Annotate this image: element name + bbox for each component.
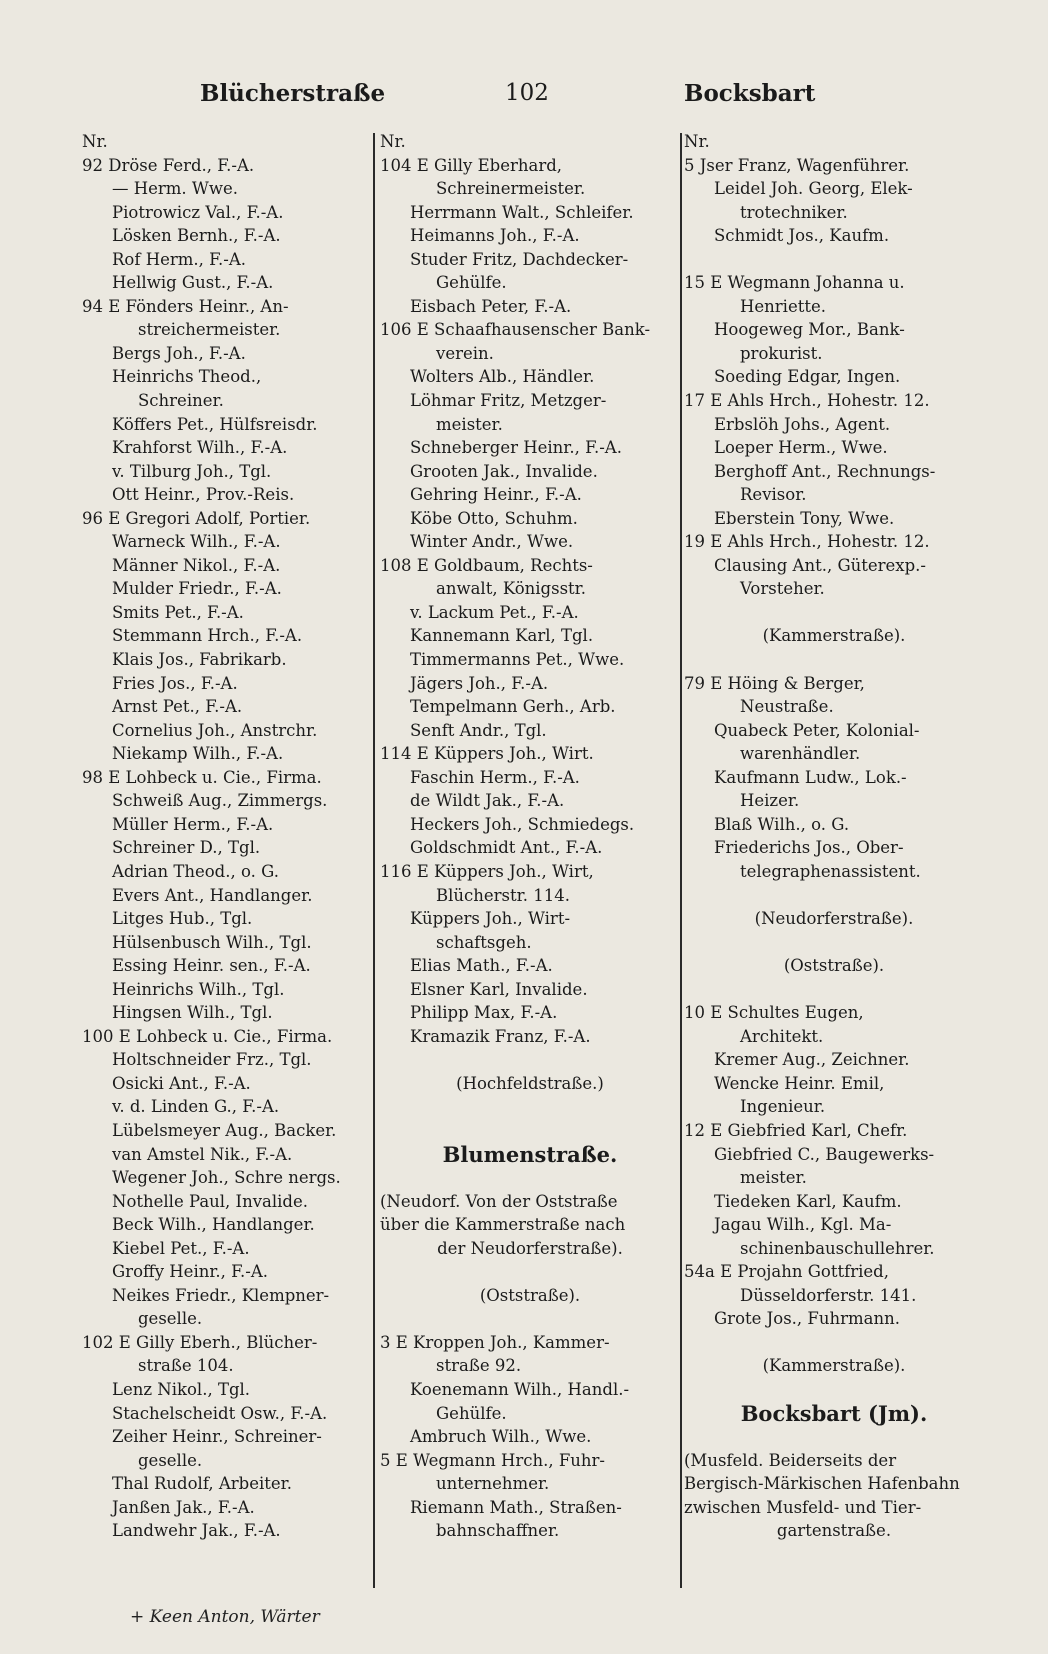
- directory-entry: Heizer.: [740, 791, 800, 811]
- directory-entry: 19 E Ahls Hrch., Hohestr. 12.: [684, 532, 930, 552]
- directory-entry: Elsner Karl, Invalide.: [410, 979, 588, 999]
- directory-entry: Schneberger Heinr., F.-A.: [410, 438, 622, 458]
- directory-entry: Niekamp Wilh., F.-A.: [112, 744, 284, 764]
- directory-entry: Küppers Joh., Wirt-: [410, 909, 571, 929]
- directory-entry: (Neudorf. Von der Oststraße: [380, 1191, 618, 1211]
- handwritten-note: + Keen Anton, Wärter: [130, 1607, 320, 1627]
- directory-entry: 92 Dröse Ferd., F.-A.: [82, 155, 255, 175]
- directory-entry: Senft Andr., Tgl.: [410, 720, 547, 740]
- directory-entry: Faschin Herm., F.-A.: [410, 767, 580, 787]
- directory-entry: unternehmer.: [436, 1474, 550, 1494]
- directory-entry: bahnschaffner.: [436, 1521, 560, 1541]
- directory-entry: [684, 1331, 984, 1355]
- directory-entry: (Oststraße).: [783, 956, 885, 976]
- directory-entry: 54a E Projahn Gottfried,: [684, 1262, 889, 1282]
- directory-entry: Müller Herm., F.-A.: [112, 814, 274, 834]
- directory-entry: [380, 1119, 680, 1143]
- directory-entry: Wolters Alb., Händler.: [410, 367, 595, 387]
- directory-entry: trotechniker.: [740, 202, 848, 222]
- directory-entry: Koenemann Wilh., Handl.-: [410, 1379, 630, 1399]
- directory-entry: de Wildt Jak., F.-A.: [410, 791, 565, 811]
- directory-entry: [684, 978, 984, 1002]
- directory-entry: Erbslöh Johs., Agent.: [714, 414, 891, 434]
- directory-entry: Nr.: [684, 132, 710, 151]
- directory-entry: Kiebel Pet., F.-A.: [112, 1238, 250, 1258]
- directory-entry: 102 E Gilly Eberh., Blücher-: [82, 1332, 318, 1352]
- directory-entry: v. d. Linden G., F.-A.: [112, 1097, 280, 1117]
- directory-entry: 15 E Wegmann Johanna u.: [684, 273, 905, 293]
- directory-entry: [684, 248, 984, 272]
- directory-entry: [684, 1378, 984, 1402]
- directory-entry: [684, 1425, 984, 1449]
- directory-entry: [380, 1095, 680, 1119]
- directory-entry: Friederichs Jos., Ober-: [714, 838, 904, 858]
- directory-entry: Bergisch-Märkischen Hafenbahn: [684, 1474, 960, 1494]
- directory-entry: [684, 931, 984, 955]
- directory-entry: Janßen Jak., F.-A.: [112, 1497, 255, 1517]
- directory-entry: Blücherstr. 114.: [436, 885, 570, 905]
- directory-entry: prokurist.: [740, 343, 823, 363]
- directory-entry: Männer Nikol., F.-A.: [112, 555, 281, 575]
- directory-entry: Architekt.: [740, 1026, 824, 1046]
- directory-entry: Schreiner.: [138, 391, 224, 411]
- directory-entry: Loeper Herm., Wwe.: [714, 438, 888, 458]
- column-divider-2: [680, 133, 682, 1588]
- directory-entry: Piotrowicz Val., F.-A.: [112, 202, 284, 222]
- directory-entry: Stachelscheidt Osw., F.-A.: [112, 1403, 328, 1423]
- directory-entry: Schreiner D., Tgl.: [112, 838, 261, 858]
- directory-entry: verein.: [436, 343, 494, 363]
- page-number: 102: [505, 80, 549, 106]
- directory-entry: 3 E Kroppen Joh., Kammer-: [380, 1332, 610, 1352]
- directory-entry: Hülsenbusch Wilh., Tgl.: [112, 932, 312, 952]
- directory-entry: Krahforst Wilh., F.-A.: [112, 438, 288, 458]
- directory-entry: Holtschneider Frz., Tgl.: [112, 1050, 312, 1070]
- directory-entry: Bocksbart (Jm).: [740, 1400, 928, 1426]
- directory-entry: schaftsgeh.: [436, 932, 532, 952]
- directory-entry: Klais Jos., Fabrikarb.: [112, 650, 287, 670]
- directory-entry: (Kammerstraße).: [762, 1356, 906, 1376]
- directory-entry: 5 E Wegmann Hrch., Fuhr-: [380, 1450, 605, 1470]
- directory-entry: (Oststraße).: [479, 1285, 581, 1305]
- directory-entry: [380, 1048, 680, 1072]
- directory-entry: Lösken Bernh., F.-A.: [112, 226, 281, 246]
- directory-entry: [684, 601, 984, 625]
- directory-entry: Grote Jos., Fuhrmann.: [714, 1309, 900, 1329]
- directory-entry: Goldschmidt Ant., F.-A.: [410, 838, 603, 858]
- directory-entry: Tempelmann Gerh., Arb.: [410, 697, 616, 717]
- directory-entry: zwischen Musfeld- und Tier-: [684, 1497, 922, 1517]
- directory-entry: Neikes Friedr., Klempner-: [112, 1285, 330, 1305]
- directory-entry: 12 E Giebfried Karl, Chefr.: [684, 1120, 908, 1140]
- directory-entry: (Hochfeldstraße.): [456, 1073, 604, 1093]
- directory-entry: 5 Jser Franz, Wagenführer.: [684, 155, 910, 175]
- directory-entry: Quabeck Peter, Kolonial-: [714, 720, 920, 740]
- directory-entry: schinenbauschullehrer.: [740, 1238, 935, 1258]
- directory-entry: Kramazik Franz, F.-A.: [410, 1026, 591, 1046]
- directory-entry: telegraphenassistent.: [740, 861, 921, 881]
- directory-entry: Berghoff Ant., Rechnungs-: [714, 461, 936, 481]
- directory-entry: Smits Pet., F.-A.: [112, 602, 244, 622]
- directory-entry: Soeding Edgar, Ingen.: [714, 367, 901, 387]
- directory-entry: Nr.: [380, 132, 406, 151]
- directory-entry: (Kammerstraße).: [762, 626, 906, 646]
- directory-entry: Landwehr Jak., F.-A.: [112, 1521, 281, 1541]
- directory-entry: Litges Hub., Tgl.: [112, 909, 253, 929]
- directory-entry: Essing Heinr. sen., F.-A.: [112, 956, 311, 976]
- directory-entry: Grooten Jak., Invalide.: [410, 461, 598, 481]
- directory-entry: Arnst Pet., F.-A.: [112, 697, 243, 717]
- directory-entry: 17 E Ahls Hrch., Hohestr. 12.: [684, 391, 930, 411]
- directory-entry: Heinrichs Theod.,: [112, 367, 262, 387]
- directory-entry: Kannemann Karl, Tgl.: [410, 626, 594, 646]
- directory-entry: 108 E Goldbaum, Rechts-: [380, 555, 593, 575]
- directory-entry: Heinrichs Wilh., Tgl.: [112, 979, 285, 999]
- directory-entry: 104 E Gilly Eberhard,: [380, 155, 563, 175]
- directory-entry: Köbe Otto, Schuhm.: [410, 508, 578, 528]
- directory-entry: (Musfeld. Beiderseits der: [684, 1450, 897, 1470]
- directory-entry: Studer Fritz, Dachdecker-: [410, 249, 629, 269]
- directory-entry: [684, 648, 984, 672]
- directory-entry: warenhändler.: [740, 744, 861, 764]
- directory-entry: van Amstel Nik., F.-A.: [112, 1144, 293, 1164]
- directory-entry: Winter Andr., Wwe.: [410, 532, 574, 552]
- directory-entry: 98 E Lohbeck u. Cie., Firma.: [82, 767, 322, 787]
- directory-entry: Vorsteher.: [740, 579, 825, 599]
- directory-entry: streichermeister.: [138, 320, 281, 340]
- directory-entry: Elias Math., F.-A.: [410, 956, 553, 976]
- directory-entry: Ambruch Wilh., Wwe.: [410, 1427, 592, 1447]
- directory-entry: Leidel Joh. Georg, Elek-: [714, 179, 913, 199]
- directory-entry: Schweiß Aug., Zimmergs.: [112, 791, 328, 811]
- directory-entry: Zeiher Heinr., Schreiner-: [112, 1427, 322, 1447]
- directory-entry: Hingsen Wilh., Tgl.: [112, 1003, 273, 1023]
- directory-entry: Riemann Math., Straßen-: [410, 1497, 622, 1517]
- directory-entry: Düsseldorferstr. 141.: [740, 1285, 917, 1305]
- directory-entry: Jagau Wilh., Kgl. Ma-: [714, 1215, 892, 1235]
- column-1: [82, 130, 372, 1543]
- directory-entry: Stemmann Hrch., F.-A.: [112, 626, 303, 646]
- directory-entry: Giebfried C., Baugewerks-: [714, 1144, 935, 1164]
- directory-entry: anwalt, Königsstr.: [436, 579, 586, 599]
- directory-entry: Osicki Ant., F.-A.: [112, 1073, 251, 1093]
- directory-entry: Lübelsmeyer Aug., Backer.: [112, 1120, 337, 1140]
- directory-entry: Blaß Wilh., o. G.: [714, 814, 850, 834]
- directory-entry: Löhmar Fritz, Metzger-: [410, 391, 607, 411]
- directory-entry: Kremer Aug., Zeichner.: [714, 1050, 910, 1070]
- directory-entry: Timmermanns Pet., Wwe.: [410, 650, 625, 670]
- directory-entry: [380, 1166, 680, 1190]
- directory-entry: Eisbach Peter, F.-A.: [410, 296, 572, 316]
- directory-entry: Herrmann Walt., Schleifer.: [410, 202, 634, 222]
- directory-entry: [684, 884, 984, 908]
- directory-entry: Gehülfe.: [436, 273, 507, 293]
- directory-entry: 94 E Fönders Heinr., An-: [82, 296, 289, 316]
- directory-entry: 114 E Küppers Joh., Wirt.: [380, 744, 594, 764]
- directory-entry: Nr.: [82, 132, 108, 151]
- directory-entry: gartenstraße.: [776, 1521, 892, 1541]
- directory-entry: meister.: [436, 414, 503, 434]
- directory-entry: 100 E Lohbeck u. Cie., Firma.: [82, 1026, 333, 1046]
- directory-entry: Blumenstraße.: [442, 1141, 618, 1167]
- directory-entry: Lenz Nikol., Tgl.: [112, 1379, 251, 1399]
- directory-entry: straße 104.: [138, 1356, 234, 1376]
- directory-entry: Wencke Heinr. Emil,: [714, 1073, 885, 1093]
- directory-entry: 106 E Schaafhausenscher Bank-: [380, 320, 651, 340]
- directory-entry: Mulder Friedr., F.-A.: [112, 579, 282, 599]
- directory-entry: v. Tilburg Joh., Tgl.: [112, 461, 272, 481]
- directory-entry: [380, 1260, 680, 1284]
- directory-entry: Clausing Ant., Güterexp.-: [714, 555, 926, 575]
- directory-entry: Warneck Wilh., F.-A.: [112, 532, 281, 552]
- directory-entry: Groffy Heinr., F.-A.: [112, 1262, 269, 1282]
- page-header: [0, 80, 1048, 114]
- directory-entry: [380, 1307, 680, 1331]
- column-3: [684, 130, 984, 1543]
- header-left-street: Blücherstraße: [200, 80, 386, 107]
- directory-entry: Tiedeken Karl, Kaufm.: [714, 1191, 902, 1211]
- directory-entry: Philipp Max, F.-A.: [410, 1003, 558, 1023]
- directory-entry: 10 E Schultes Eugen,: [684, 1003, 864, 1023]
- directory-entry: Evers Ant., Handlanger.: [112, 885, 313, 905]
- directory-entry: Jägers Joh., F.-A.: [410, 673, 549, 693]
- directory-entry: Hoogeweg Mor., Bank-: [714, 320, 905, 340]
- directory-entry: Schreinermeister.: [436, 179, 586, 199]
- directory-entry: Cornelius Joh., Anstrchr.: [112, 720, 318, 740]
- directory-entry: Ingenieur.: [740, 1097, 826, 1117]
- directory-entry: Köffers Pet., Hülfsreisdr.: [112, 414, 318, 434]
- directory-entry: Kaufmann Ludw., Lok.-: [714, 767, 907, 787]
- directory-entry: (Neudorferstraße).: [754, 909, 914, 929]
- directory-entry: Rof Herm., F.-A.: [112, 249, 246, 269]
- directory-entry: 79 E Höing & Berger,: [684, 673, 865, 693]
- directory-entry: Hellwig Gust., F.-A.: [112, 273, 274, 293]
- directory-entry: Fries Jos., F.-A.: [112, 673, 238, 693]
- directory-entry: Henriette.: [740, 296, 826, 316]
- directory-entry: Neustraße.: [740, 697, 834, 717]
- directory-entry: Eberstein Tony, Wwe.: [714, 508, 895, 528]
- directory-entry: geselle.: [138, 1309, 203, 1329]
- header-right-street: Bocksbart: [684, 80, 816, 107]
- directory-entry: Nothelle Paul, Invalide.: [112, 1191, 308, 1211]
- column-2: [380, 130, 680, 1543]
- directory-entry: — Herm. Wwe.: [112, 179, 239, 199]
- directory-entry: Wegener Joh., Schre nergs.: [112, 1168, 341, 1188]
- directory-entry: Heimanns Joh., F.-A.: [410, 226, 580, 246]
- column-divider-1: [373, 133, 375, 1588]
- directory-entry: straße 92.: [436, 1356, 522, 1376]
- directory-entry: geselle.: [138, 1450, 203, 1470]
- directory-entry: 116 E Küppers Joh., Wirt,: [380, 861, 594, 881]
- directory-entry: Gehring Heinr., F.-A.: [410, 485, 582, 505]
- directory-entry: meister.: [740, 1168, 807, 1188]
- directory-entry: der Neudorferstraße).: [437, 1238, 623, 1258]
- directory-entry: Thal Rudolf, Arbeiter.: [112, 1474, 292, 1494]
- directory-entry: Gehülfe.: [436, 1403, 507, 1423]
- directory-entry: Schmidt Jos., Kaufm.: [714, 226, 890, 246]
- directory-entry: Adrian Theod., o. G.: [112, 861, 279, 881]
- directory-entry: Heckers Joh., Schmiedegs.: [410, 814, 635, 834]
- directory-entry: 96 E Gregori Adolf, Portier.: [82, 508, 311, 528]
- directory-entry: Bergs Joh., F.-A.: [112, 343, 246, 363]
- directory-entry: v. Lackum Pet., F.-A.: [410, 602, 579, 622]
- directory-entry: über die Kammerstraße nach: [380, 1215, 626, 1235]
- directory-entry: Beck Wilh., Handlanger.: [112, 1215, 315, 1235]
- directory-entry: Revisor.: [740, 485, 807, 505]
- directory-entry: Ott Heinr., Prov.-Reis.: [112, 485, 295, 505]
